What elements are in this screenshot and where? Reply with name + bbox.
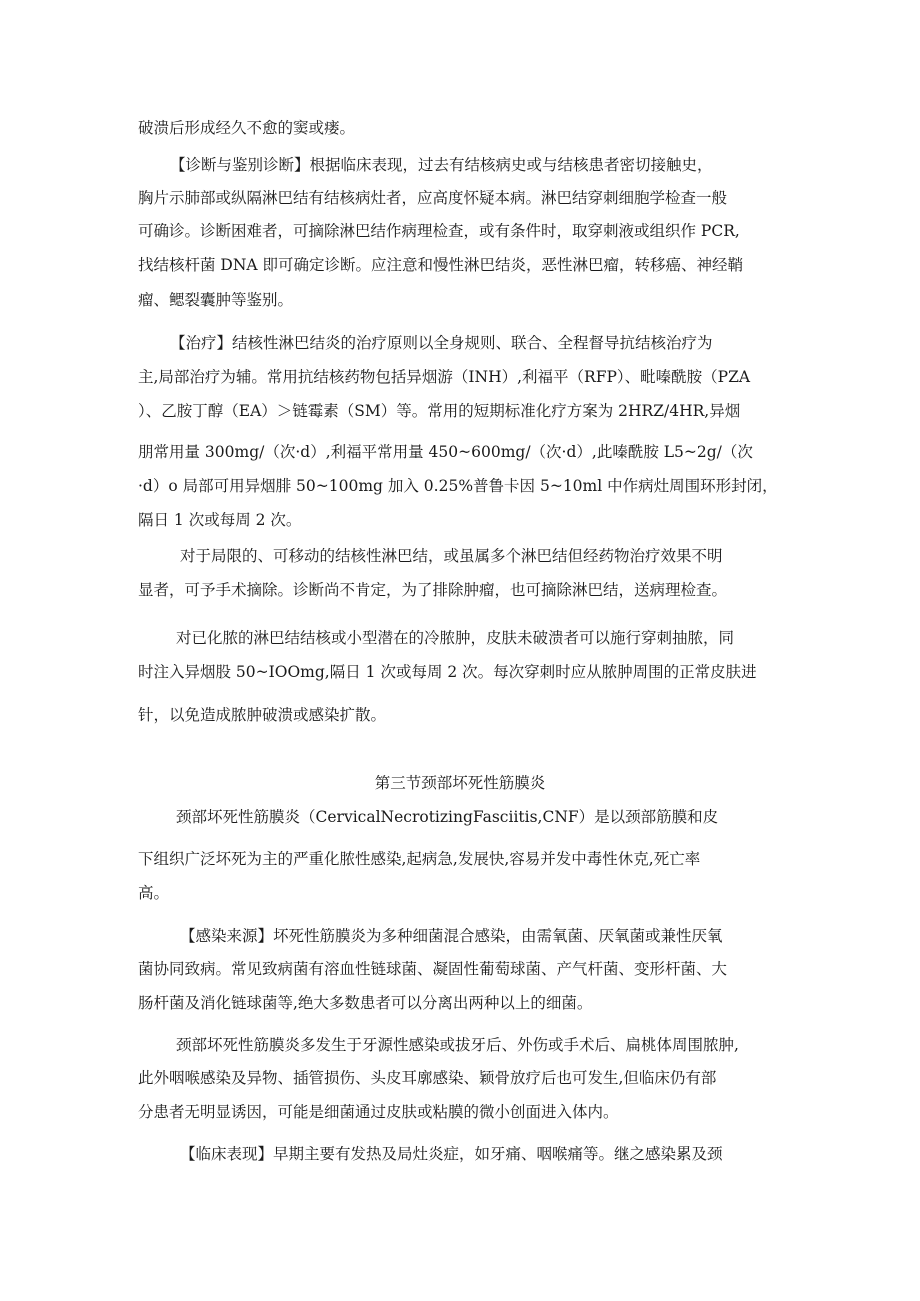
paragraph-line: 肠杆菌及消化链球菌等,绝大多数患者可以分离出两种以上的细菌。 <box>138 994 593 1012</box>
paragraph-line: 【感染来源】坏死性筋膜炎为多种细菌混合感染，由需氧菌、厌氧菌或兼性厌氧 <box>180 927 723 945</box>
paragraph-line: 主,局部治疗为辅。常用抗结核药物包括异烟游（INH）,利福平（RFP）、毗嗪酰胺（PZA <box>138 368 751 386</box>
paragraph-line: 找结核杆菌 DNA 即可确定诊断。应注意和慢性淋巴结炎，恶性淋巴瘤，转移癌、神经鞘 <box>138 256 744 274</box>
paragraph-line: 颈部坏死性筋膜炎（CervicalNecrotizingFasciitis,CNF）是以颈部筋膜和皮 <box>176 808 719 826</box>
paragraph-line: ·d）o 局部可用异烟腓 50~100mg 加入 0.25%普鲁卡因 5~10ml 中作病灶周围环形封闭， <box>138 477 778 495</box>
paragraph-line: 此外咽喉感染及异物、插管损伤、头皮耳廓感染、颖骨放疗后也可发生,但临床仍有部 <box>138 1069 717 1087</box>
paragraph-line: 下组织广泛坏死为主的严重化脓性感染,起病急,发展快,容易并发中毒性休克,死亡率 <box>138 850 701 868</box>
paragraph-line: 【诊断与鉴别诊断】根据临床表现，过去有结核病史或与结核患者密切接触史， <box>170 156 713 174</box>
paragraph-line: ）、乙胺丁醇（EA）＞链霉素（SM）等。常用的短期标准化疗方案为 2HRZ/4HR,异烟 <box>138 402 741 420</box>
paragraph-line: 高。 <box>138 884 170 902</box>
paragraph-line: 颈部坏死性筋膜炎多发生于牙源性感染或拔牙后、外伤或手术后、扁桃体周围脓肿, <box>176 1036 739 1054</box>
section-heading: 第三节颈部坏死性筋膜炎 <box>374 774 546 792</box>
paragraph-line: 分患者无明显诱因，可能是细菌通过皮肤或粘膜的微小创面进入体内。 <box>138 1103 619 1121</box>
paragraph-line: 对于局限的、可移动的结核性淋巴结，或虽属多个淋巴结但经药物治疗效果不明 <box>180 547 723 565</box>
paragraph-line: 破溃后形成经久不愈的窦或瘘。 <box>138 119 356 137</box>
paragraph-line: 【治疗】结核性淋巴结炎的治疗原则以全身规则、联合、全程督导抗结核治疗为 <box>170 334 713 352</box>
paragraph-line: 胸片示肺部或纵隔淋巴结有结核病灶者，应高度怀疑本病。淋巴结穿刺细胞学检查一般 <box>138 189 728 207</box>
paragraph-line: 针，以免造成脓肿破溃或感染扩散。 <box>138 706 387 724</box>
paragraph-line: 菌协同致病。常见致病菌有溶血性链球菌、凝固性葡萄球菌、产气杆菌、变形杆菌、大 <box>138 960 728 978</box>
paragraph-line: 可确诊。诊断困难者，可摘除淋巴结作病理检查，或有条件时，取穿刺液或组织作 PCR, <box>138 222 740 240</box>
paragraph-line: 显者，可予手术摘除。诊断尚不肯定，为了排除肿瘤，也可摘除淋巴结，送病理检查。 <box>138 581 728 599</box>
paragraph-line: 朋常用量 300mg/（次·d）,利福平常用量 450~600mg/（次·d）,此嗪酰胺 L5~2g/（次 <box>138 443 753 461</box>
paragraph-line: 隔日 1 次或每周 2 次。 <box>138 511 302 529</box>
paragraph-line: 对已化脓的淋巴结结核或小型潜在的冷脓肿，皮肤未破溃者可以施行穿刺抽脓，同 <box>176 629 735 647</box>
paragraph-line: 瘤、鳃裂囊肿等鉴别。 <box>138 291 294 309</box>
paragraph-line: 时注入异烟股 50~IOOmg,隔日 1 次或每周 2 次。每次穿刺时应从脓肿周围的正常皮肤进 <box>138 663 757 681</box>
paragraph-line: 【临床表现】早期主要有发热及局灶炎症，如牙痛、咽喉痛等。继之感染累及颈 <box>180 1145 723 1163</box>
